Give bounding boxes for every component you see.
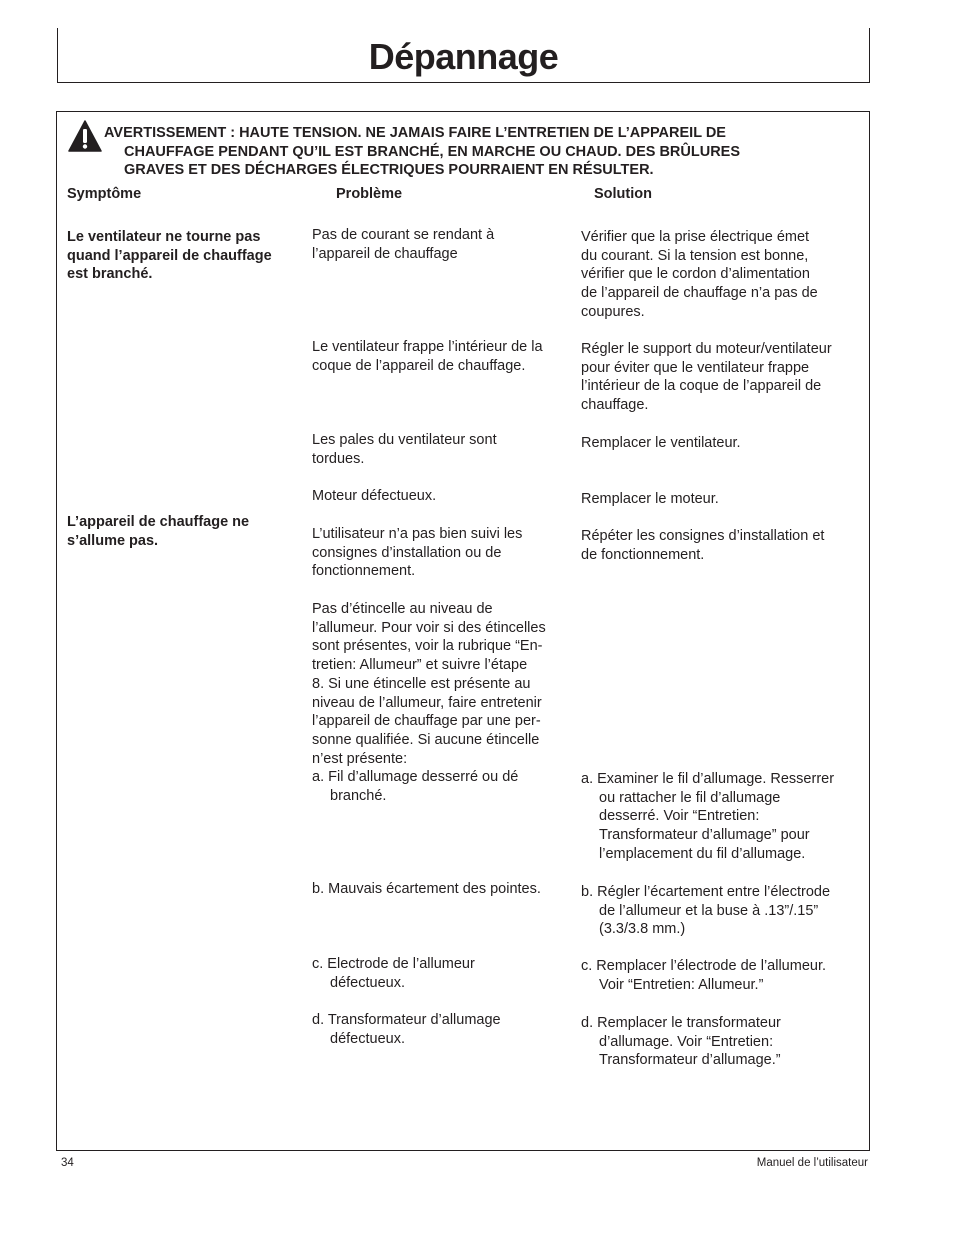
warning-text (104, 124, 824, 180)
solution-item: Vérifier que la prise électrique émet du courant. Si la tension est bonne, vérifier que le cordon d’alimentation de l’appareil de chauffage n’a pas de coupures. (581, 229, 818, 320)
warning-line: GRAVES ET DES DÉCHARGES ÉLECTRIQUES POURRAIENT EN RÉSULTER. (124, 162, 654, 178)
header-problem: Problème (336, 186, 403, 202)
manual-name: Manuel de l’utilisateur (756, 1157, 868, 1169)
solution-item: Répéter les consignes d’installation et de fonctionnement. (581, 528, 825, 563)
warning-line: AVERTISSEMENT : HAUTE TENSION. NE JAMAIS FAIRE L’ENTRETIEN DE L’APPAREIL DE (104, 125, 726, 141)
warning-triangle-icon (68, 120, 102, 152)
solution-item: Remplacer le moteur. (581, 491, 719, 507)
symptom-no-ignition: L’appareil de chauffage ne s’allume pas. (67, 514, 250, 549)
problem-item: Pas d’étincelle au niveau de l’allumeur. Pour voir si des étincelles sont présentes, voir la rubrique “En- tretien: Allumeur” et suivre l’étape 8. Si une étincelle est présente au niveau de l’allumeur, faire entretenir l’appareil de chauffage par une per- sonne qualifiée. Si aucune étincelle n’est présente: a. Fil d’allumage desserré ou dé branché. (312, 601, 546, 805)
solution-item: b. Régler l’écartement entre l’électrode de l’allumeur et la buse à .13”/.15” (3.3/3.8 mm.) (581, 884, 831, 938)
solution-item: c. Remplacer l’électrode de l’allumeur. Voir “Entretien: Allumeur.” (581, 958, 826, 993)
problem-item: Les pales du ventilateur sont tordues. (312, 432, 497, 467)
problem-item: L’utilisateur n’a pas bien suivi les consignes d’installation ou de fonctionnement. (312, 526, 523, 580)
problem-item: b. Mauvais écartement des pointes. (312, 881, 541, 897)
page-number: 34 (61, 1157, 74, 1169)
problem-item: Pas de courant se rendant à l’appareil de chauffage (312, 227, 495, 262)
problem-item: d. Transformateur d’allumage défectueux. (312, 1012, 501, 1047)
problem-item: Le ventilateur frappe l’intérieur de la coque de l’appareil de chauffage. (312, 339, 543, 374)
symptom-fan-not-turning: Le ventilateur ne tourne pas quand l’appareil de chauffage est branché. (67, 229, 272, 283)
header-symptom: Symptôme (67, 186, 142, 202)
problem-item: c. Electrode de l’allumeur défectueux. (312, 956, 475, 991)
problem-item: Moteur défectueux. (312, 488, 437, 504)
page-title: Dépannage (368, 36, 559, 77)
title-frame (57, 28, 870, 83)
solution-item: Régler le support du moteur/ventilateur pour éviter que le ventilateur frappe l’intérieur de la coque de l’appareil de chauffage. (581, 341, 832, 414)
solution-item: a. Examiner le fil d’allumage. Resserrer ou rattacher le fil d’allumage desserré. Voir “Entretien: Transformateur d’allumage” pour l’emplacement du fil d’allumage. (581, 771, 835, 862)
header-solution: Solution (594, 186, 652, 202)
solution-item: Remplacer le ventilateur. (581, 435, 741, 451)
solution-item: d. Remplacer le transformateur d’allumage. Voir “Entretien: Transformateur d’allumage.” (581, 1015, 781, 1069)
warning-line: CHAUFFAGE PENDANT QU’IL EST BRANCHÉ, EN MARCHE OU CHAUD. DES BRÛLURES (124, 143, 741, 160)
